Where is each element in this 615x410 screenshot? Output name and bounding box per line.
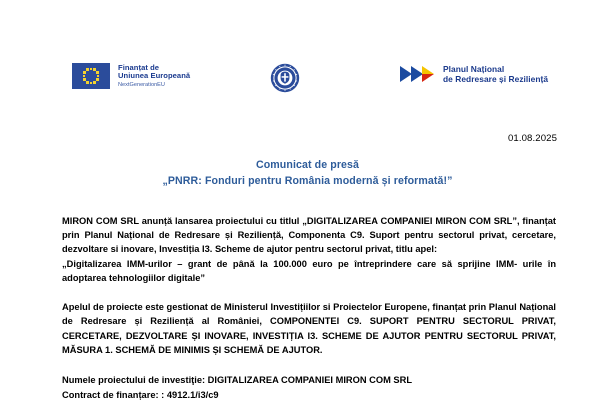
paragraph-call-title: „Digitalizarea IMM-urilor – grant de până la 100.000 euro pe întreprindere care să sprijine IMM- urile în adoptarea tehnologiilor digitale” (62, 258, 556, 283)
page-subtitle: „PNRR: Fonduri pentru România modernă și reformată!” (162, 175, 453, 187)
eu-star-icon (86, 68, 89, 71)
eu-star-icon (97, 75, 100, 78)
eu-logo-line-2: Uniunea Europeană (118, 71, 191, 81)
pnrr-logo-line-1: Planul Național (443, 64, 505, 74)
eu-star-icon (93, 81, 96, 84)
eu-logo-line-3: NextGenerationEU (118, 81, 165, 88)
eu-star-icon (83, 75, 86, 78)
paragraph-project-announcement: MIRON COM SRL anunță lansarea proiectului cu titlul „DIGITALIZAREA COMPANIEI MIRON COM SRL”, finanțat prin Planul Național de Redresare și Reziliență, Componenta C9. Suport pentru sectorul privat, cercetare, dezvoltare si inovare, Investiția I3. Scheme de ajutor pentru sectorul privat, titlu apel: (62, 216, 556, 255)
pnrr-logo-text (443, 64, 548, 84)
romanian-government-seal-icon (270, 63, 300, 93)
page-title: Comunicat de presă (255, 159, 360, 171)
document-date: 01.08.2025 (507, 133, 557, 144)
project-details (62, 373, 556, 403)
eu-star-icon (96, 71, 99, 74)
pnrr-logo (400, 64, 548, 84)
eu-star-icon (83, 78, 86, 81)
pnrr-arrows-icon (400, 64, 436, 84)
project-name-line: Numele proiectului de investiţie: DIGITALIZAREA COMPANIEI MIRON COM SRL (62, 374, 413, 385)
contract-number-line: Contract de finanțare: : 4912.1/i3/c9 (62, 390, 219, 401)
document-body (62, 214, 556, 403)
eu-star-icon (83, 71, 86, 74)
eu-logo-text (118, 64, 190, 89)
eu-logo-line-1: Finanțat de (118, 62, 160, 72)
logo-band (0, 52, 615, 104)
eu-flag-icon (72, 63, 110, 89)
eu-star-icon (86, 81, 89, 84)
eu-star-icon (90, 68, 93, 71)
pnrr-logo-line-2: de Redresare și Reziliență (443, 74, 549, 85)
paragraph-managing-authority: Apelul de proiecte este gestionat de Ministerul Investițiilor si Proiectelor Europene, finanțat prin Planul Național de Redresare și Reziliență al României, COMPONENTEI C9. SUPORT PENTRU SECTORUL PRIVAT, CERCETARE, DEZVOLTARE ȘI INOVARE, INVESTIȚIA I3. SCHEME DE AJUTOR PENTRU SECTORUL PRIVAT, MĂSURA 1. SCHEMĂ DE MINIMIS ȘI SCHEMĂ DE AJUTOR. (62, 302, 556, 355)
eu-star-icon (96, 78, 99, 81)
eu-funding-logo (72, 63, 190, 89)
eu-star-icon (90, 82, 93, 85)
document-title (0, 159, 615, 187)
